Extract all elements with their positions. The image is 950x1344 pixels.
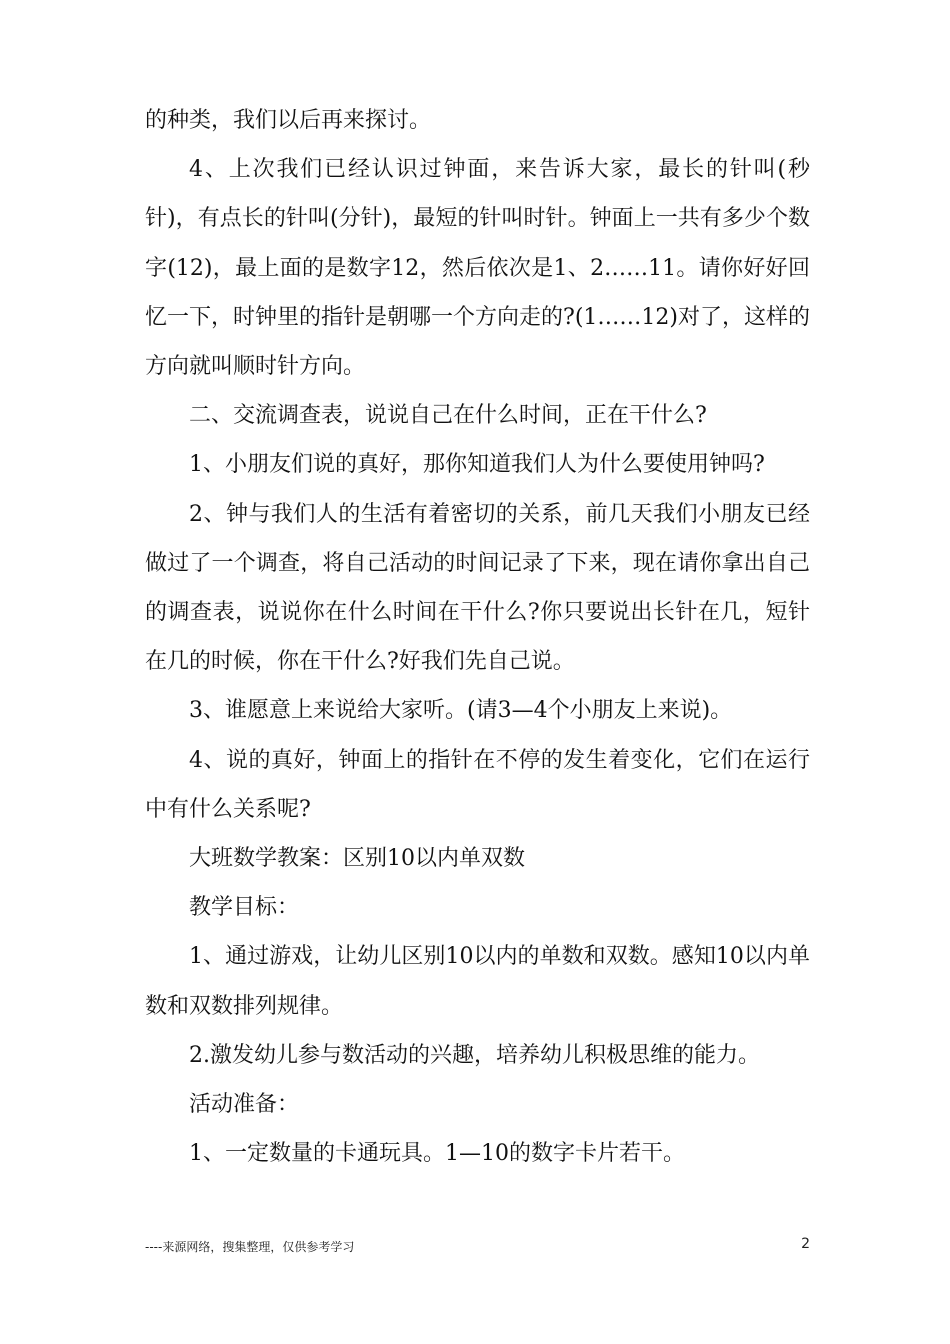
footer-source-note: ----来源网络，搜集整理，仅供参考学习 <box>145 1240 355 1254</box>
page-number: 2 <box>801 1236 810 1252</box>
paragraph-why-clock: 1、小朋友们说的真好，那你知道我们人为什么要使用钟吗? <box>189 452 765 478</box>
goal-item-2: 2.激发幼儿参与数活动的兴趣，培养幼儿积极思维的能力。 <box>189 1042 760 1068</box>
paragraph-hands-relation: 4、说的真好，钟面上的指针在不停的发生着变化，它们在运行中有什么关系呢? <box>145 747 810 822</box>
heading-activity-prep: 活动准备： <box>189 1092 300 1118</box>
prep-item-1: 1、一定数量的卡通玩具。1—10的数字卡片若干。 <box>189 1141 685 1167</box>
paragraph-clock-face: 4、上次我们已经认识过钟面，来告诉大家，最长的针叫(秒针)，有点长的针叫(分针)，最短的针叫时针。钟面上一共有多少个数字(12)，最上面的是数字12，然后依次是1、2……11。请你好好回忆一下，时钟里的指针是朝哪一个方向走的?(1……12)对了，这样的方向就叫顺时针方向。 <box>145 157 810 380</box>
goal-item-1: 1、通过游戏，让幼儿区别10以内的单数和双数。感知10以内单数和双数排列规律。 <box>145 944 810 1019</box>
lesson-title: 大班数学教案：区别10以内单双数 <box>189 846 525 872</box>
heading-teaching-goals: 教学目标： <box>189 895 300 921</box>
paragraph-volunteers: 3、谁愿意上来说给大家听。(请3—4个小朋友上来说)。 <box>189 698 733 724</box>
paragraph-continuation: 的种类，我们以后再来探讨。 <box>145 108 432 133</box>
document-body <box>145 96 810 1178</box>
paragraph-survey-table: 2、钟与我们人的生活有着密切的关系，前几天我们小朋友已经做过了一个调查，将自己活动的时间记录了下来，现在请你拿出自己的调查表，说说你在什么时间在干什么?你只要说出长针在几，短针在几的时候，你在干什么?好我们先自己说。 <box>145 501 810 675</box>
section-heading-survey: 二、交流调查表，说说自己在什么时间，正在干什么? <box>189 403 707 429</box>
